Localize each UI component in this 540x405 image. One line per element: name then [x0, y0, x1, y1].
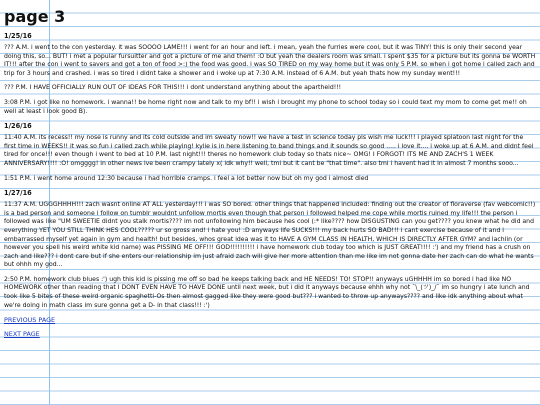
journal-entry: [4, 32, 536, 116]
entry-date: 1/26/16: [4, 122, 32, 131]
previous-page-link[interactable]: PREVIOUS PAGE: [4, 316, 56, 325]
page-title: page 3: [4, 7, 66, 26]
journal-entry: [4, 122, 536, 183]
next-page-link[interactable]: NEXT PAGE: [4, 330, 40, 339]
journal-entry: [4, 189, 536, 310]
entry-paragraph: 2:50 P.M. homework club blues :') ugh this kid is pissing me off so bad he keeps talking back and HE NEEDS! TO! STOP!! anyways uGHHHH im so bored i had like NO HOMEWORK other than reading that I DONT EVEN HAVE TO HAVE DONE until next week, but i did it anyways because ehhh why not ¯\_(ツ)_/¯ im so hungry i ate lunch and took like 5 bites of these weird organic spaghetti-Os then almost gagged like they were good but??? i wanted to throw up anyways???? and like idk anything about what we're doing in math class im sure gonna get a D- in that class!!! :'): [4, 275, 530, 309]
entry-paragraph: 11:37 A.M. UGGGHHHH!!! zach wasnt online AT ALL yesterday!!! i was SO bored. other things that happened included: finding out the creator of floraverse (fav webcomic!!) is a bad person and someone i follow on tumblr wouldnt unfollow mortis even though that person i followed helped me cope while mortis ruined my life!!! the person i followed was like "UM SWEETIE didnt you stalk mortis???? im not unfollowing him because hes cool (:* like???? how DISGUSTING can you get???? you knew what he did and everything YET YOU STILL THINK HES COOL????? ur so gross and! i hate you! :D anyways life SUCKS!!! my back hurts SO BAD!!! i cant exercise because of it and i embarrassed myself yet again in gym and health! but besides, whos great idea was it to HAVE A GYM CLASS IN HEALTH, WHICH IS DIRECTLY AFTER GYM? and lachlin (or however you spell his weird white kid name) was PISSING ME OFF!!! GOD!!!!!!!!!! i have homework club today too which is JUST GREAT!!!! :') and my friend has a crush on zach and like??? i dont care but if she enters our relationship im just afraid zach will give her more attention than me like im not gonna date her zach can do what he wants but ohhh my god...: [4, 201, 536, 269]
entry-paragraph: 11:40 A.M. its recess!! my nose is runny and its cold outside and im sweaty now!! we have a test in science today pls wish me luck!!! i played splatoon last night for the first time in WEEKS!! it was so fun i called zach while playing! kylie is in here listening to band things and it sounds so good ..... i love it.... i woke up at 6 A.M. and didnt feel tired for once!!! even though i went to bed at 10 P.M. last night!!! theres no homework club today so thats nice~ OMG! I FORGOT! ITS ME AND ZACH'S 1 WEEK ANNIVERSARY!!!! :O! omgggg! in other news ive been crampy lately x( idk why!! well, tmi but it cant be "that time". also tmi i havent had it in almost 7 months sooo...: [4, 134, 534, 167]
entry-paragraph: 1:51 P.M. i went home around 12:30 because i had horrible cramps. i feel a lot better now but oh my god i almost died: [4, 174, 369, 182]
entry-date: 1/27/16: [4, 189, 32, 198]
entry-date: 1/25/16: [4, 32, 32, 40]
entry-paragraph: 3:08 P.M. i got like no homework. i wanna!! be home right now and talk to my bf!! i wish i brought my phone to school today so i could text my mom to come get me!! oh well at least i look good B).: [4, 98, 527, 115]
entry-paragraph: ??? A.M. i went to the con yesterday. it was SOOOO LAME!!! i went for an hour and left. i mean, yeah the furries were cool, but it was TINY! this is only their second year doing this, so... BUT! i met a popular fursuitter and got a picture of me and them! :O but yeah the dealers room was small. i spent $35 for a picture but its gonna be WORTH IT!!! after the con i went to savers and got a ton of food >:) the food was good. i was SO TIRED on my way home but it was only 5 P.M. so when i got home i called zach and trip for 3 hours and crashed. i was so tired i didnt take a shower and i woke up at 7:30 A.M. instead of 6 A.M. but yeah thats how my sunday went!!!: [4, 44, 536, 77]
entry-paragraph: ??? P.M. I HAVE OFFICIALLY RUN OUT OF IDEAS FOR THIS!!! i dont understand anything about the apartheid!!!: [4, 84, 342, 92]
